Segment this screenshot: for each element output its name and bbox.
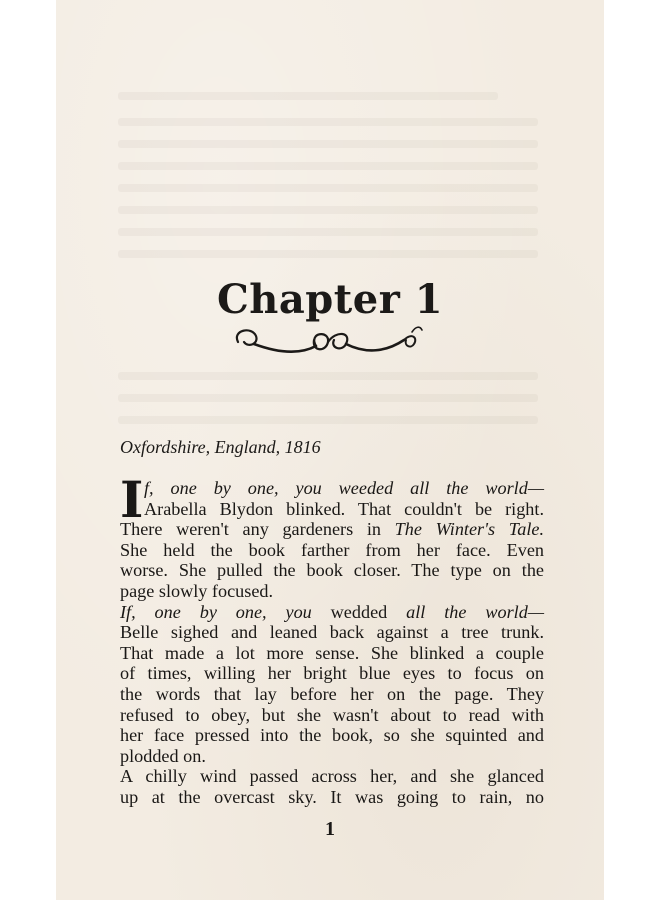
text-segment: Arabella Blydon blinked. That couldn't be right. — [144, 498, 544, 519]
text-segment: the words that lay before her on the page. They — [120, 683, 544, 704]
text-segment: f, one by one, you weeded all the world— — [144, 478, 544, 498]
text-line — [120, 725, 544, 746]
text-line — [120, 540, 544, 561]
text-segment: That made a lot more sense. She blinked a couple — [120, 642, 544, 663]
text-line — [120, 766, 544, 787]
text-segment: page slowly focused. — [120, 580, 274, 601]
flourish-ornament-icon — [226, 322, 426, 360]
text-segment: If, one by one, you — [120, 601, 331, 622]
show-through-text — [118, 206, 538, 214]
text-segment: The Winter's Tale. — [394, 519, 544, 540]
show-through-text — [118, 162, 538, 170]
show-through-text — [118, 184, 538, 192]
text-segment: plodded on. — [120, 745, 206, 766]
text-line — [120, 643, 544, 664]
show-through-text — [118, 228, 538, 236]
text-segment: She held the book farther from her face. Even — [120, 539, 544, 560]
chapter-title: Chapter 1 — [216, 276, 444, 323]
page-number: 1 — [325, 818, 335, 840]
show-through-text — [118, 372, 538, 380]
text-segment: all the world— — [387, 601, 544, 622]
text-segment: Belle sighed and leaned back against a tree trunk. — [120, 622, 544, 643]
text-line — [120, 478, 544, 499]
text-line — [120, 602, 544, 623]
show-through-text — [118, 416, 538, 424]
text-segment: A chilly wind passed across her, and she glanced — [120, 766, 544, 787]
text-line — [120, 787, 544, 808]
text-line — [120, 684, 544, 705]
text-line — [120, 519, 544, 540]
show-through-text — [118, 118, 538, 126]
text-line — [120, 499, 544, 520]
text-line — [120, 663, 544, 684]
text-segment: worse. She pulled the book closer. The type on the — [120, 560, 544, 581]
text-line — [120, 581, 544, 602]
show-through-text — [118, 92, 498, 100]
text-line — [120, 746, 544, 767]
text-segment: up at the overcast sky. It was going to rain, no — [120, 786, 544, 807]
text-line — [120, 622, 544, 643]
text-segment: There weren't any gardeners in — [120, 519, 395, 540]
text-segment: her face pressed into the book, so she squinted and — [120, 725, 544, 746]
setting-line: Oxfordshire, England, 1816 — [120, 437, 321, 457]
book-page — [56, 0, 604, 900]
body-text — [120, 470, 544, 808]
show-through-text — [118, 394, 538, 402]
text-segment: wedded — [330, 601, 388, 622]
text-segment: of times, willing her bright blue eyes to focus on — [120, 663, 544, 684]
text-line — [120, 560, 544, 581]
text-segment: refused to obey, but she wasn't about to read with — [120, 704, 544, 725]
text-line — [120, 705, 544, 726]
show-through-text — [118, 250, 538, 258]
show-through-text — [118, 140, 538, 148]
drop-cap: I — [120, 470, 144, 529]
